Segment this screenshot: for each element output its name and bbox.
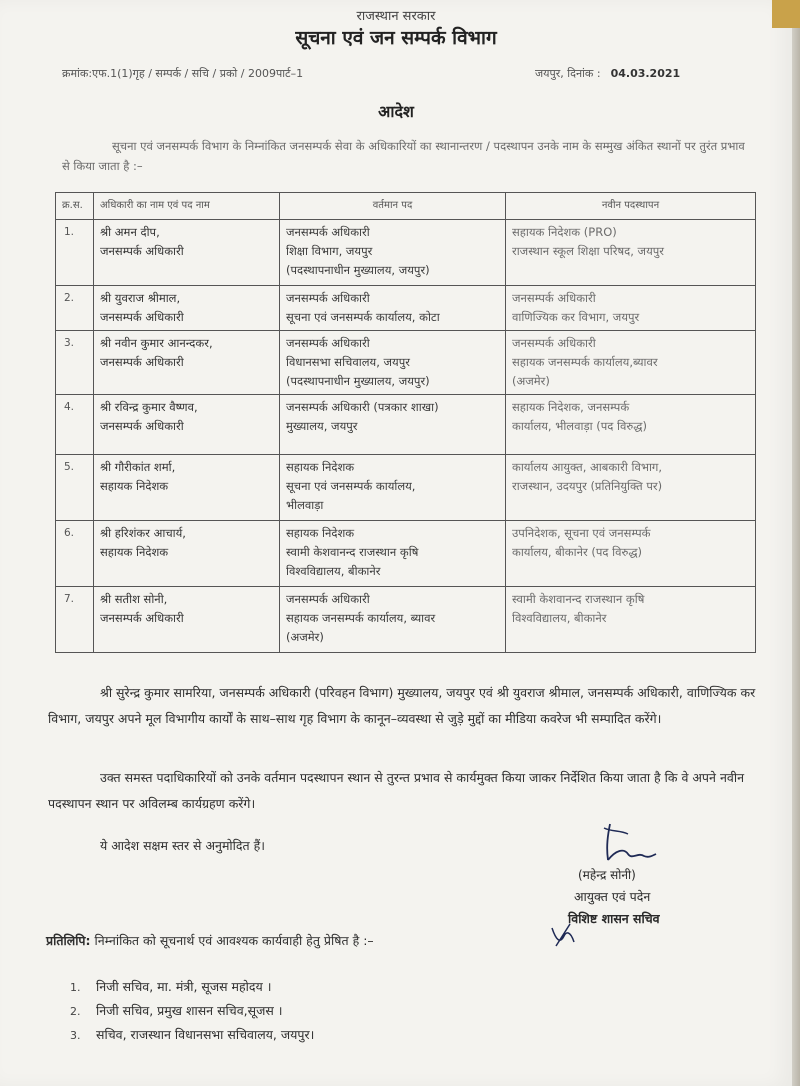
transfer-table [55, 192, 756, 653]
current-post-cell-line: सहायक निदेशक [286, 526, 355, 540]
new-posting-cell-line: वाणिज्यिक कर विभाग, जयपुर [512, 310, 640, 324]
initials-mark [548, 922, 578, 950]
current-post-cell-line: सूचना एवं जनसम्पर्क कार्यालय, कोटा [286, 310, 440, 324]
row-serial: 3. [56, 331, 94, 395]
officer-name-cell-line: जनसम्पर्क अधिकारी [100, 355, 184, 369]
new-posting-cell-line: कार्यालय, बीकानेर (पद विरुद्ध) [512, 545, 643, 559]
table-row [56, 521, 756, 587]
current-post-cell [280, 455, 506, 521]
current-post-cell-line: शिक्षा विभाग, जयपुर [286, 244, 373, 258]
current-post-cell-line: सूचना एवं जनसम्पर्क कार्यालय, [286, 479, 416, 493]
copy-list-item [70, 999, 314, 1023]
header-current-post: वर्तमान पद [280, 193, 506, 220]
header-new-posting: नवीन पदस्थापन [506, 193, 756, 220]
copy-item-text: निजी सचिव, मा. मंत्री, सूजस महोदय । [96, 979, 272, 994]
table-row [56, 395, 756, 455]
signatory-designation: विशिष्ट शासन सचिव [568, 911, 660, 926]
new-posting-cell [506, 331, 756, 395]
officer-name-cell-line: श्री सतीश सोनी, [100, 592, 168, 606]
signature-mark [598, 820, 658, 870]
current-post-cell [280, 521, 506, 587]
new-posting-cell [506, 587, 756, 653]
row-serial: 1. [56, 220, 94, 286]
officer-name-cell-line: सहायक निदेशक [100, 545, 169, 559]
new-posting-cell-line: स्वामी केशवानन्द राजस्थान कृषि [512, 592, 645, 606]
current-post-cell-line: विधानसभा सचिवालय, जयपुर [286, 355, 410, 369]
new-posting-cell-line: सहायक निदेशक (PRO) [512, 225, 617, 239]
officer-name-cell-line: श्री रविन्द्र कुमार वैष्णव, [100, 400, 198, 414]
current-post-cell-line: सहायक निदेशक [286, 460, 355, 474]
officer-name-cell [94, 521, 280, 587]
current-post-cell-line: (पदस्थापनाधीन मुख्यालय, जयपुर) [286, 263, 430, 277]
new-posting-cell [506, 220, 756, 286]
page-edge [792, 0, 800, 1086]
new-posting-cell-line: सहायक जनसम्पर्क कार्यालय,ब्यावर [512, 355, 658, 369]
officer-name-cell-line: सहायक निदेशक [100, 479, 169, 493]
copy-item-number: 3. [70, 1029, 81, 1042]
new-posting-cell-line: राजस्थान, उदयपुर (प्रतिनियुक्ति पर) [512, 479, 663, 493]
signatory-title: आयुक्त एवं पदेन [574, 889, 651, 904]
new-posting-cell-line: राजस्थान स्कूल शिक्षा परिषद, जयपुर [512, 244, 664, 258]
corner-strip [772, 0, 800, 28]
officer-name-cell-line: जनसम्पर्क अधिकारी [100, 244, 184, 258]
row-serial: 2. [56, 286, 94, 331]
officer-name-cell-line: जनसम्पर्क अधिकारी [100, 611, 184, 625]
officer-name-cell [94, 220, 280, 286]
paragraph-approval: ये आदेश सक्षम स्तर से अनुमोदित हैं। [100, 838, 266, 853]
new-posting-cell-line: (अजमेर) [512, 374, 550, 388]
current-post-cell-line: (पदस्थापनाधीन मुख्यालय, जयपुर) [286, 374, 430, 388]
officer-name-cell [94, 587, 280, 653]
order-intro: सूचना एवं जनसम्पर्क विभाग के निम्नांकित जनसम्पर्क सेवा के अधिकारियों का स्थानान्तरण / पदस्थापन उनके नाम के सम्मुख अंकित स्थानों पर तुरंत प्रभाव से किया जाता है :– [62, 139, 745, 173]
current-post-cell-line: स्वामी केशवानन्द राजस्थान कृषि [286, 545, 419, 559]
table-row [56, 331, 756, 395]
current-post-cell-line: जनसम्पर्क अधिकारी [286, 225, 370, 239]
new-posting-cell-line: उपनिदेशक, सूचना एवं जनसम्पर्क [512, 526, 651, 540]
current-post-cell [280, 331, 506, 395]
copy-item-number: 1. [70, 981, 81, 994]
copy-item-text: सचिव, राजस्थान विधानसभा सचिवालय, जयपुर। [96, 1027, 315, 1042]
new-posting-cell-line: जनसम्पर्क अधिकारी [512, 291, 596, 305]
department-title: सूचना एवं जन सम्पर्क विभाग [295, 27, 497, 49]
date-value: 04.03.2021 [610, 67, 681, 80]
row-serial: 6. [56, 521, 94, 587]
officer-name-cell [94, 395, 280, 455]
current-post-cell-line: जनसम्पर्क अधिकारी [286, 291, 370, 305]
table-row [56, 220, 756, 286]
copy-label: प्रतिलिपि: [46, 933, 91, 948]
copy-list [70, 975, 314, 1047]
row-serial: 5. [56, 455, 94, 521]
current-post-cell-line: (अजमेर) [286, 630, 324, 644]
officer-name-cell-line: श्री युवराज श्रीमाल, [100, 291, 181, 305]
table-row [56, 455, 756, 521]
table-row [56, 286, 756, 331]
current-post-cell-line: भीलवाड़ा [286, 498, 324, 512]
header-sn: क्र.स. [56, 193, 94, 220]
current-post-cell-line: विश्वविद्यालय, बीकानेर [286, 564, 381, 578]
officer-name-cell-line: जनसम्पर्क अधिकारी [100, 419, 184, 433]
current-post-cell [280, 286, 506, 331]
new-posting-cell [506, 286, 756, 331]
officer-name-cell-line: श्री अमन दीप, [100, 225, 160, 239]
table-row [56, 587, 756, 653]
row-serial: 4. [56, 395, 94, 455]
copy-text: निम्नांकित को सूचनार्थ एवं आवश्यक कार्यवाही हेतु प्रेषित है :– [94, 933, 374, 948]
current-post-cell-line: जनसम्पर्क अधिकारी [286, 336, 370, 350]
current-post-cell-line: जनसम्पर्क अधिकारी [286, 592, 370, 606]
copy-item-text: निजी सचिव, प्रमुख शासन सचिव,सूजस । [96, 1003, 283, 1018]
date-label: जयपुर, दिनांक : [535, 67, 601, 80]
current-post-cell-line: मुख्यालय, जयपुर [286, 419, 358, 433]
paragraph-relieving: उक्त समस्त पदाधिकारियों को उनके वर्तमान पदस्थापन स्थान से तुरन्त प्रभाव से कार्यमुक्त किया जाकर निर्देशित किया जाता है कि वे अपने नवीन पदस्थापन स्थान पर अविलम्ब कार्यग्रहण करेंगे। [48, 770, 745, 811]
new-posting-cell-line: सहायक निदेशक, जनसम्पर्क [512, 400, 630, 414]
reference-number: क्रमांक:एफ.1(1)गृह / सम्पर्क / सचि / प्रको / 2009पार्ट–1 [62, 67, 304, 80]
paragraph-media-coverage: श्री सुरेन्द्र कुमार सामरिया, जनसम्पर्क अधिकारी (परिवहन विभाग) मुख्यालय, जयपुर एवं श्री युवराज श्रीमाल, जनसम्पर्क अधिकारी, वाणिज्यिक कर विभाग, जयपुर अपने मूल विभागीय कार्यों के साथ–साथ गृह विभाग के कानून–व्यवस्था से जुड़े मुद्दों का मीडिया कवरेज भी सम्पादित करेंगे। [48, 685, 756, 726]
new-posting-cell [506, 455, 756, 521]
date-line [535, 66, 680, 81]
current-post-cell [280, 220, 506, 286]
copy-list-item [70, 1023, 314, 1047]
header-name: अधिकारी का नाम एवं पद नाम [94, 193, 280, 220]
signatory-name: (महेन्द्र सोनी) [578, 868, 636, 882]
officer-name-cell-line: श्री हरिशंकर आचार्य, [100, 526, 186, 540]
current-post-cell [280, 587, 506, 653]
officer-name-cell [94, 331, 280, 395]
government-name: राजस्थान सरकार [356, 9, 436, 24]
officer-name-cell-line: श्री गौरीकांत शर्मा, [100, 460, 176, 474]
new-posting-cell-line: जनसम्पर्क अधिकारी [512, 336, 596, 350]
new-posting-cell-line: कार्यालय, भीलवाड़ा (पद विरुद्ध) [512, 419, 647, 433]
current-post-cell-line: जनसम्पर्क अधिकारी (पत्रकार शाखा) [286, 400, 439, 414]
new-posting-cell-line: कार्यालय आयुक्त, आबकारी विभाग, [512, 460, 663, 474]
officer-name-cell [94, 455, 280, 521]
copy-to-line [46, 932, 374, 949]
new-posting-cell-line: विश्वविद्यालय, बीकानेर [512, 611, 607, 625]
order-title: आदेश [378, 102, 414, 121]
officer-name-cell-line: जनसम्पर्क अधिकारी [100, 310, 184, 324]
new-posting-cell [506, 521, 756, 587]
officer-name-cell [94, 286, 280, 331]
row-serial: 7. [56, 587, 94, 653]
current-post-cell [280, 395, 506, 455]
copy-item-number: 2. [70, 1005, 81, 1018]
table-header-row [56, 193, 756, 220]
officer-name-cell-line: श्री नवीन कुमार आनन्दकर, [100, 336, 213, 350]
current-post-cell-line: सहायक जनसम्पर्क कार्यालय, ब्यावर [286, 611, 436, 625]
copy-list-item [70, 975, 314, 999]
new-posting-cell [506, 395, 756, 455]
